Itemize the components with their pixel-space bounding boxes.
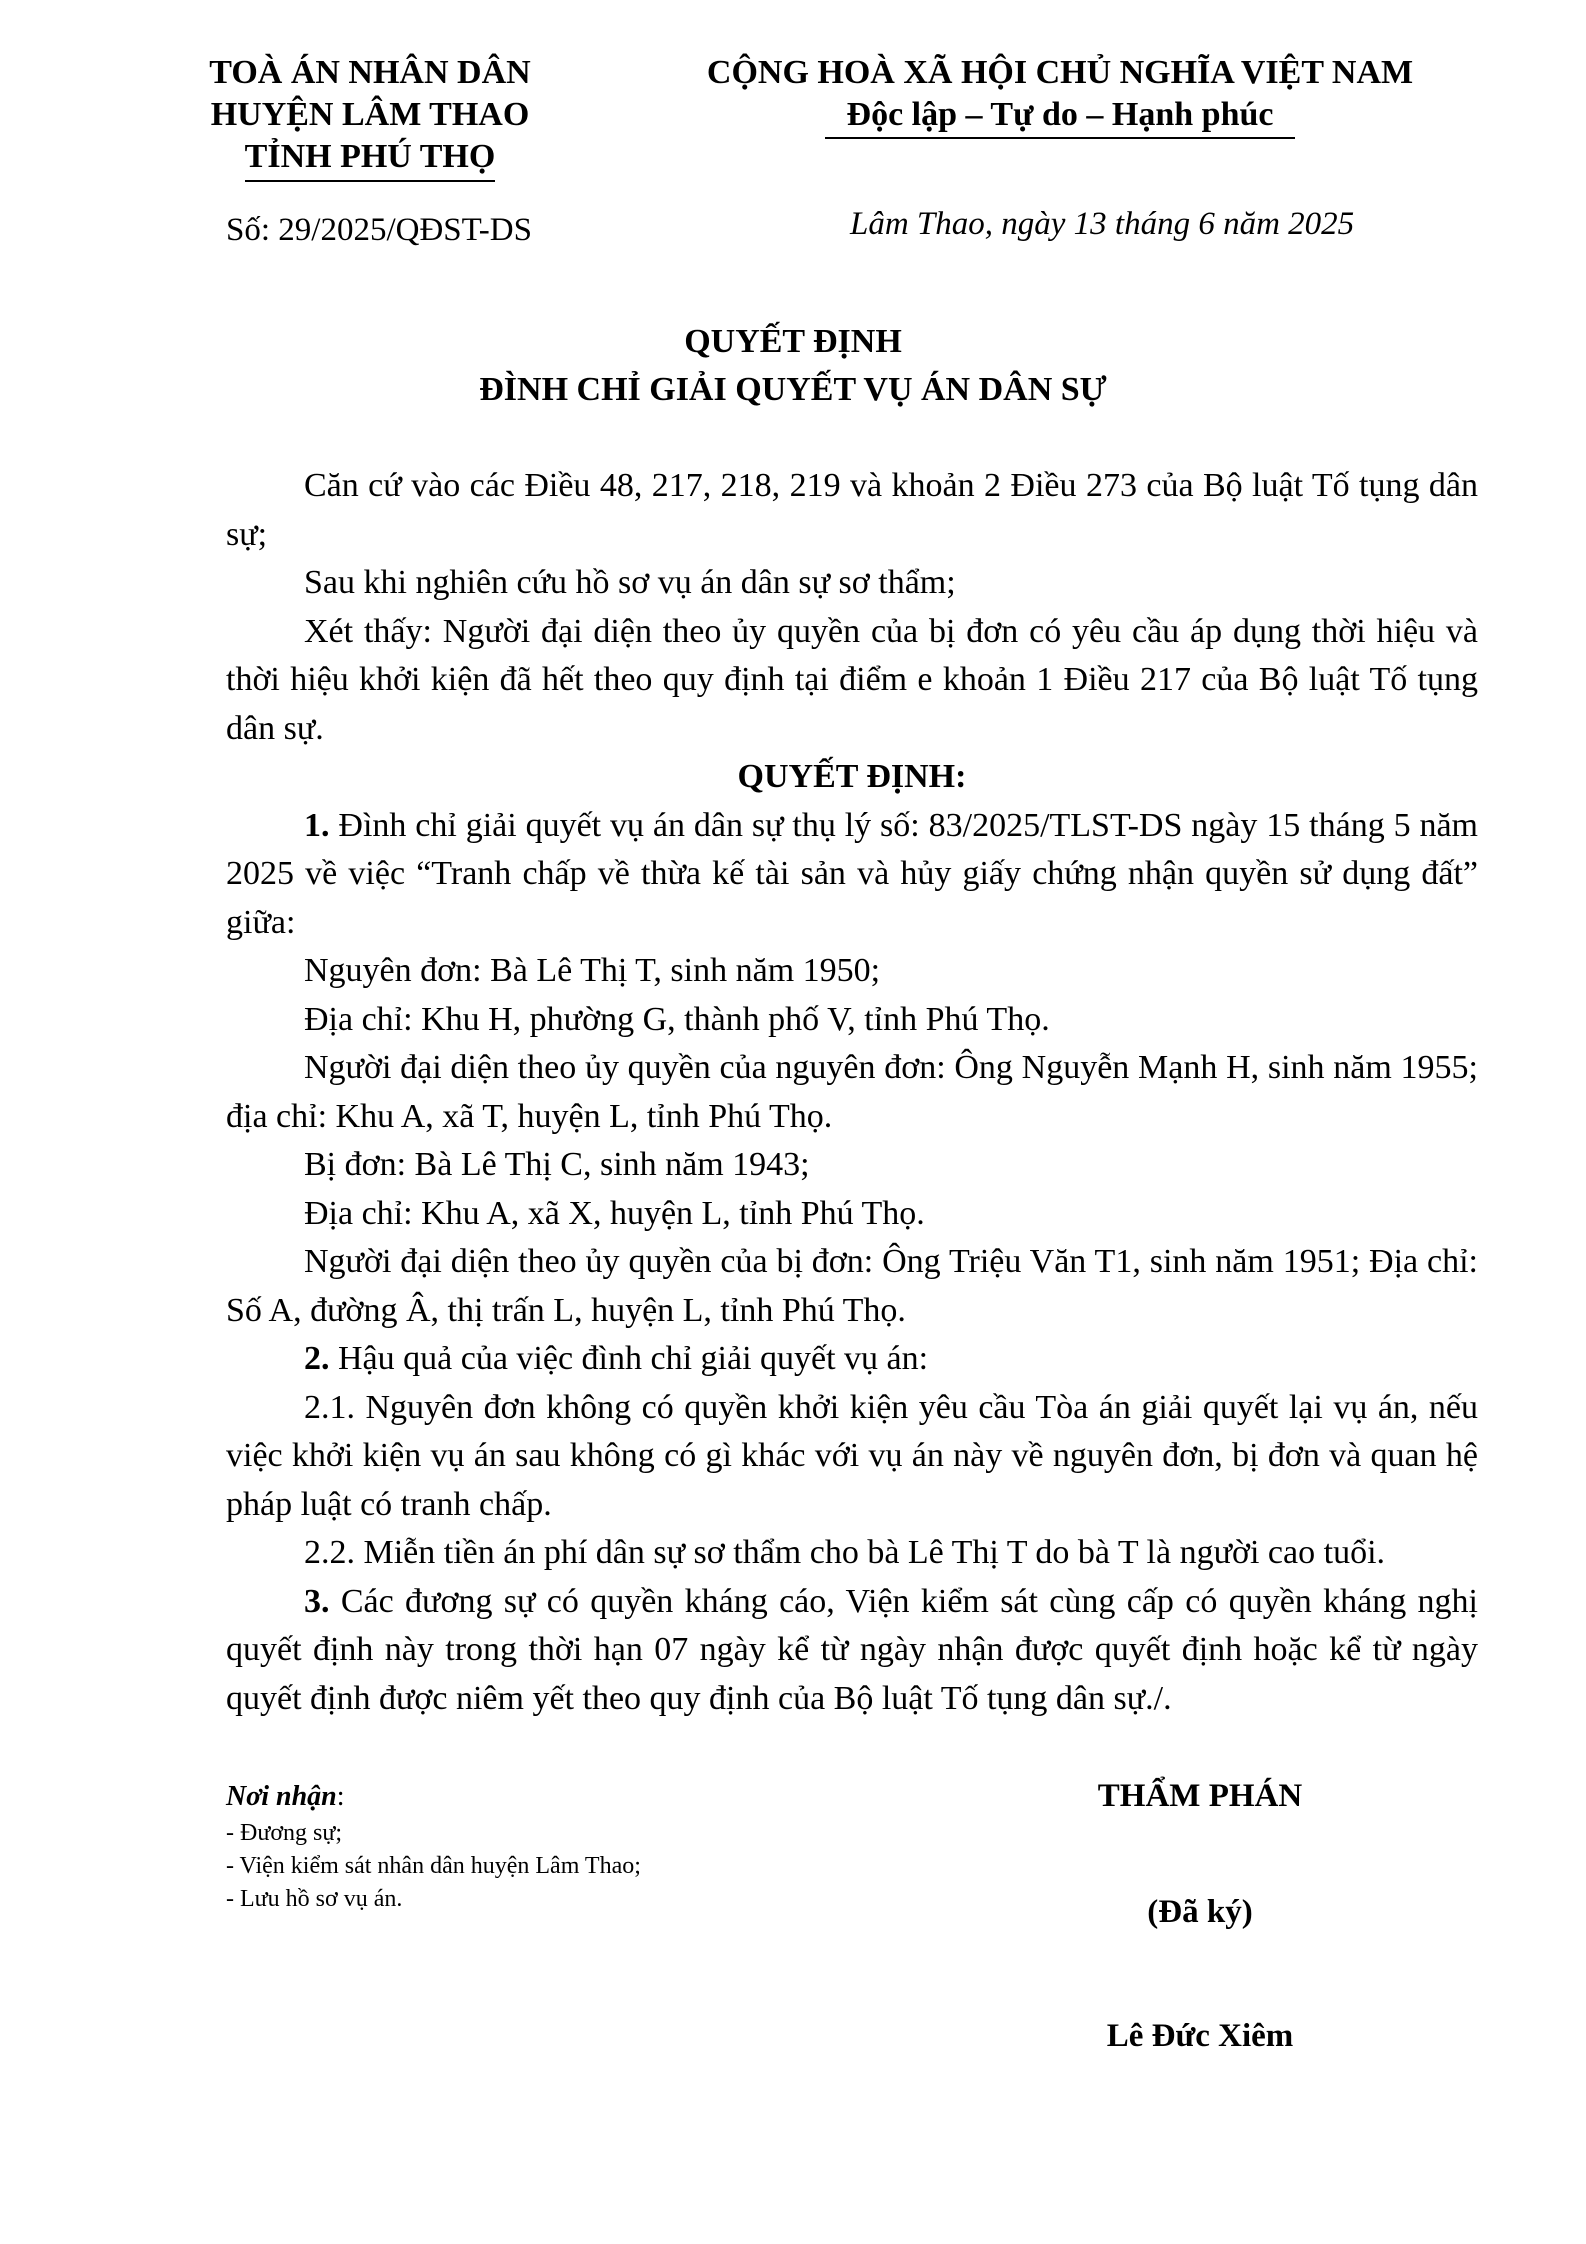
national-header xyxy=(660,52,1460,139)
plaintiff-representative: Người đại diện theo ủy quyền của nguyên đơn: Ông Nguyễn Mạnh H, sinh năm 1955; địa chỉ: Khu A, xã T, huyện L, tỉnh Phú Thọ. xyxy=(226,1049,1478,1135)
item-2-text: Hậu quả của việc đình chỉ giải quyết vụ án: xyxy=(338,1340,929,1377)
decision-item-1 xyxy=(226,802,1478,948)
item-3-number: 3. xyxy=(304,1582,330,1620)
title-line2: ĐÌNH CHỈ GIẢI QUYẾT VỤ ÁN DÂN SỰ xyxy=(479,371,1107,408)
decision-item-2 xyxy=(226,1335,1478,1384)
recipients-block xyxy=(226,1777,926,1916)
decision-heading: QUYẾT ĐỊNH: xyxy=(737,758,967,795)
country-name: CỘNG HOÀ XÃ HỘI CHỦ NGHĨA VIỆT NAM xyxy=(706,54,1414,91)
national-motto: Độc lập – Tự do – Hạnh phúc xyxy=(846,96,1274,133)
consideration-paragraph: Xét thấy: Người đại diện theo ủy quyền của bị đơn có yêu cầu áp dụng thời hiệu và thời hiệu khởi kiện đã hết theo quy định tại điểm e khoản 1 Điều 217 của Bộ luật Tố tụng dân sự. xyxy=(226,612,1478,747)
title-line1: QUYẾT ĐỊNH xyxy=(684,323,902,360)
defendant-address: Địa chỉ: Khu A, xã X, huyện L, tỉnh Phú Thọ. xyxy=(304,1194,925,1232)
item-3-text: Các đương sự có quyền kháng cáo, Viện kiểm sát cùng cấp có quyền kháng nghị quyết định này trong thời hạn 07 ngày kể từ ngày nhận được quyết định hoặc kể từ ngày quyết định được niêm yết theo quy định của Bộ luật Tố tụng dân sự./. xyxy=(226,1582,1478,1717)
defendant-representative: Người đại diện theo ủy quyền của bị đơn: Ông Triệu Văn T1, sinh năm 1951; Địa chỉ: Số A, đường Â, thị trấn L, huyện L, tỉnh Phú Thọ. xyxy=(226,1243,1478,1329)
plaintiff-address: Địa chỉ: Khu H, phường G, thành phố V, tỉnh Phú Thọ. xyxy=(304,1000,1050,1038)
document-body xyxy=(226,462,1478,1723)
court-header xyxy=(200,52,540,182)
recipient-item: - Viện kiểm sát nhân dân huyện Lâm Thao; xyxy=(226,1853,641,1879)
document-place-date: Lâm Thao, ngày 13 tháng 6 năm 2025 xyxy=(850,206,1355,242)
recipients-colon: : xyxy=(336,1781,345,1812)
review-paragraph: Sau khi nghiên cứu hồ sơ vụ án dân sự sơ thẩm; xyxy=(304,564,956,601)
motto-underline xyxy=(825,137,1295,139)
recipients-title xyxy=(226,1777,926,1817)
item-1-number: 1. xyxy=(304,806,330,844)
decision-item-2-1: 2.1. Nguyên đơn không có quyền khởi kiện yêu cầu Tòa án giải quyết lại vụ án, nếu việc khởi kiện vụ án sau không có gì khác với vụ án này về nguyên đơn, bị đơn và quan hệ pháp luật có tranh chấp. xyxy=(226,1388,1478,1523)
recipient-item: - Đương sự; xyxy=(226,1820,343,1846)
defendant-line: Bị đơn: Bà Lê Thị C, sinh năm 1943; xyxy=(304,1146,810,1183)
recipients-label: Nơi nhận xyxy=(226,1781,337,1812)
court-underline xyxy=(245,180,495,182)
signature-block xyxy=(1040,1776,1360,2056)
signer-role: THẨM PHÁN xyxy=(1097,1778,1303,1814)
plaintiff-line: Nguyên đơn: Bà Lê Thị T, sinh năm 1950; xyxy=(304,952,881,989)
court-name-line2: HUYỆN LÂM THAO xyxy=(210,96,530,133)
item-2-number: 2. xyxy=(304,1340,330,1377)
signed-mark: (Đã ký) xyxy=(1147,1894,1253,1930)
legal-basis-paragraph: Căn cứ vào các Điều 48, 217, 218, 219 và khoản 2 Điều 273 của Bộ luật Tố tụng dân sự; xyxy=(226,467,1478,553)
court-name-line3: TỈNH PHÚ THỌ xyxy=(244,138,496,175)
document-number: Số: 29/2025/QĐST-DS xyxy=(226,212,532,248)
signer-name: Lê Đức Xiêm xyxy=(1106,2018,1294,2054)
document-title xyxy=(0,318,1586,414)
recipient-item: - Lưu hồ sơ vụ án. xyxy=(226,1886,403,1912)
item-1-text: Đình chỉ giải quyết vụ án dân sự thụ lý số: 83/2025/TLST-DS ngày 15 tháng 5 năm 2025 về việc “Tranh chấp về thừa kế tài sản và hủy giấy chứng nhận quyền sử dụng đất” giữa: xyxy=(226,806,1479,941)
decision-item-3 xyxy=(226,1578,1478,1724)
decision-item-2-2: 2.2. Miễn tiền án phí dân sự sơ thẩm cho bà Lê Thị T do bà T là người cao tuổi. xyxy=(304,1534,1386,1571)
court-name-line1: TOÀ ÁN NHÂN DÂN xyxy=(209,54,531,91)
